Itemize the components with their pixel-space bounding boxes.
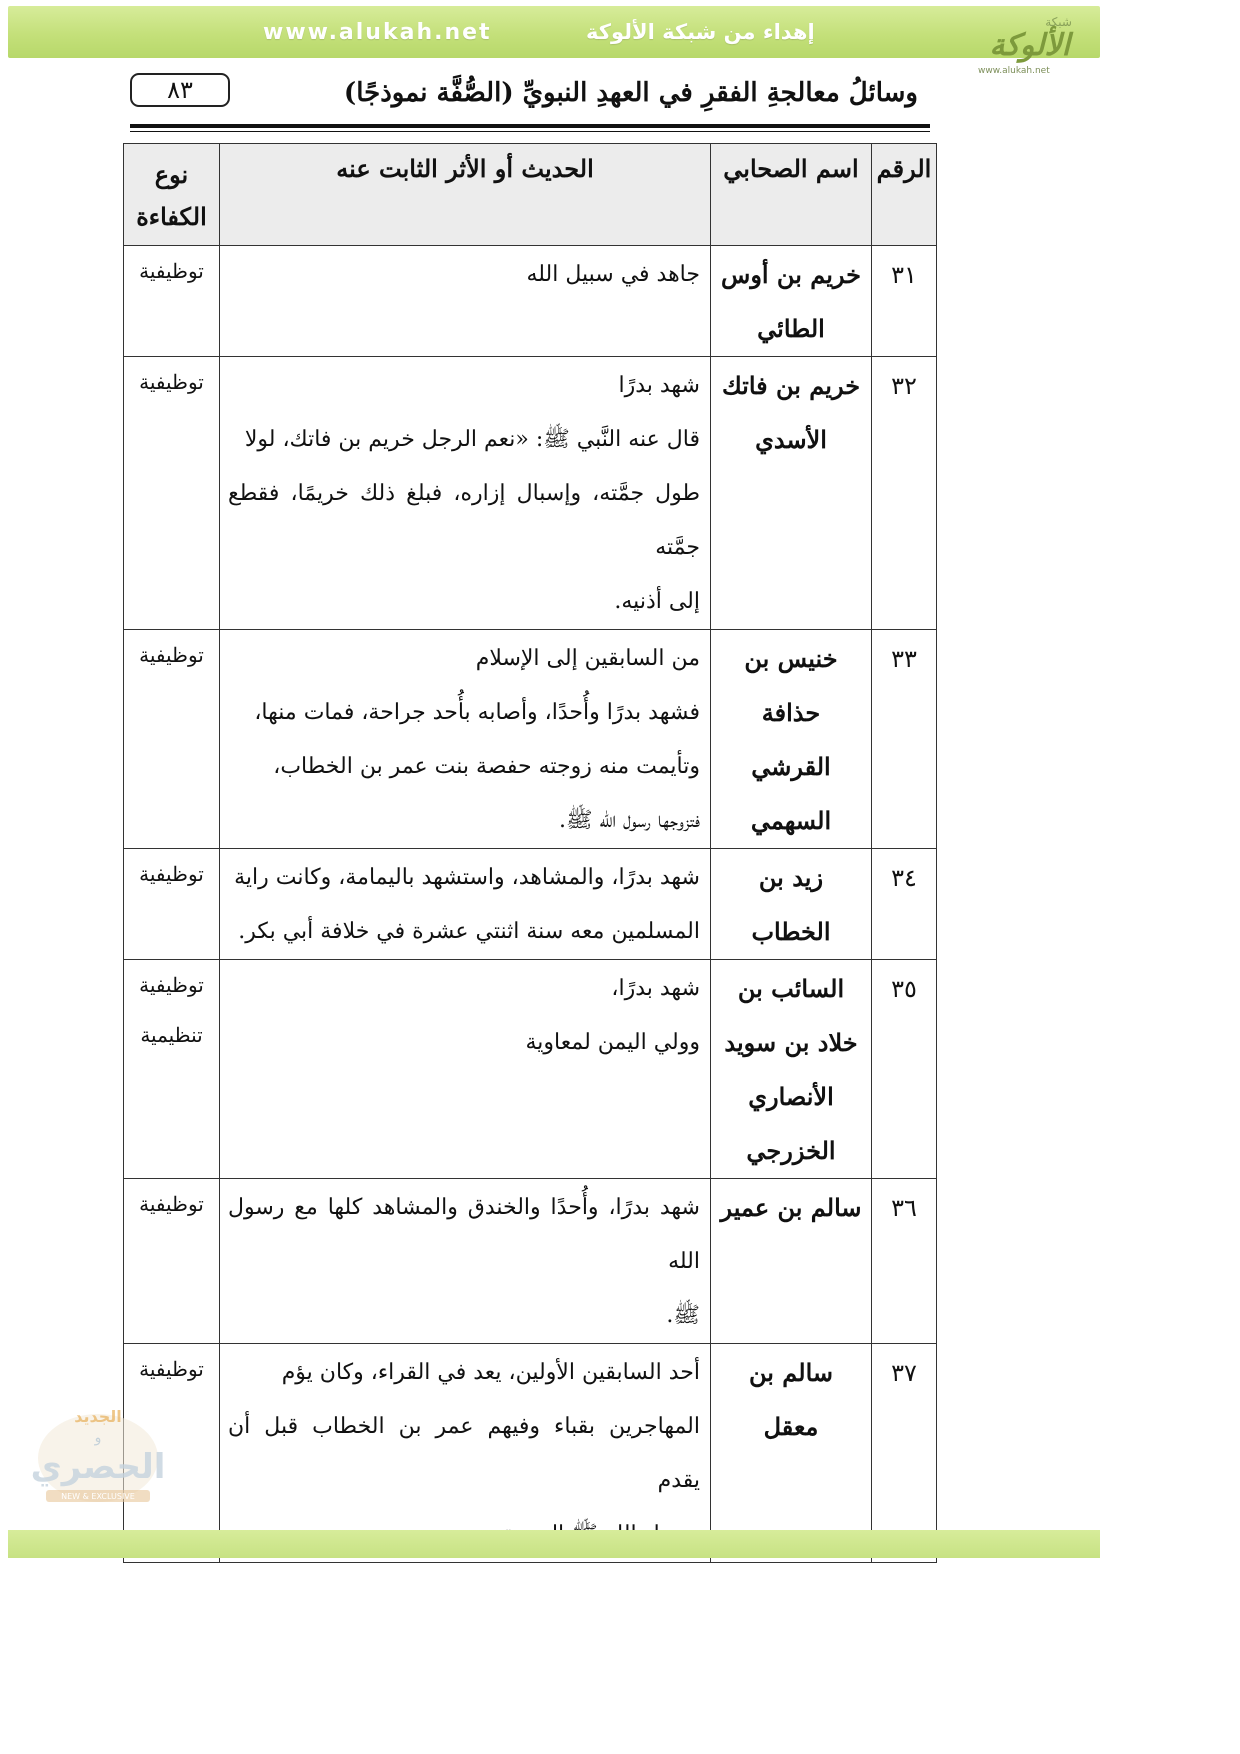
- hadith-text: [220, 960, 711, 1179]
- logo-url-text: www.alukah.net: [978, 66, 1050, 76]
- row-number: ٣٦: [872, 1179, 937, 1344]
- hadith-text-line: وولي اليمن لمعاوية: [525, 1030, 700, 1055]
- column-header-companion: اسم الصحابي: [711, 144, 872, 246]
- companion-name: [711, 960, 872, 1179]
- table-header-row: [124, 144, 937, 246]
- hadith-text: [220, 849, 711, 960]
- row-number: ٣٤: [872, 849, 937, 960]
- column-header-type-line1: نوع: [154, 160, 189, 189]
- competence-type-line: تنظيمية: [140, 1023, 203, 1047]
- competence-type: [124, 357, 220, 630]
- logo-main-text: الألوكة: [989, 28, 1070, 63]
- companion-name-line: السهمي: [750, 806, 832, 835]
- header-rule-thick: [130, 124, 930, 128]
- hadith-text-line: شهد بدرًا، والمشاهد، واستشهد باليمامة، وكانت راية: [234, 865, 700, 890]
- hadith-text-line: جاهد في سبيل الله: [526, 262, 700, 287]
- row-number: ٣٣: [872, 630, 937, 849]
- companion-name-line: خريم بن فاتك: [721, 371, 861, 400]
- hadith-text-line: من السابقين إلى الإسلام: [475, 646, 700, 671]
- column-header-number: الرقم: [872, 144, 937, 246]
- page-title: وسائلُ معالجةِ الفقرِ في العهدِ النبويِّ (الصُّفَّة نموذجًا): [343, 78, 918, 108]
- hadith-text-line: فشهد بدرًا وأُحدًا، وأصابه بأُحد جراحة، فمات منها،: [254, 700, 700, 725]
- table-row: [124, 246, 937, 357]
- companion-name: [711, 849, 872, 960]
- hadith-text: [220, 1179, 711, 1344]
- watermark-main-text: الحصري: [30, 1447, 166, 1487]
- companion-name: [711, 1179, 872, 1344]
- logo-sub-text: شبكة: [1045, 15, 1072, 29]
- companion-name-line: الأنصاري: [748, 1082, 834, 1111]
- watermark-top-text: الجديد: [74, 1407, 122, 1426]
- table-body: [124, 246, 937, 1563]
- hadith-text-line: شهد بدرًا، وأُحدًا والخندق والمشاهد كلها مع رسول الله: [228, 1195, 700, 1274]
- top-banner: [8, 6, 1100, 76]
- hadith-text-line: شهد بدرًا،: [611, 976, 700, 1001]
- hadith-text-line: المسلمين معه سنة اثنتي عشرة في خلافة أبي بكر.: [238, 919, 700, 944]
- companion-name-line: سالم بن عمير: [720, 1193, 862, 1222]
- table-row: [124, 960, 937, 1179]
- companion-name-line: الخزرجي: [746, 1136, 836, 1165]
- companion-name-line: الأسدي: [755, 425, 827, 454]
- companion-name-line: حذافة القرشي: [751, 698, 831, 781]
- companion-name: [711, 630, 872, 849]
- hadith-text-line: طول جمَّته، وإسبال إزاره، فبلغ ذلك خريمًا، فقطع جمَّته: [228, 481, 700, 560]
- hadith-text-line: أحد السابقين الأولين، يعد في القراء، وكان يؤم: [281, 1360, 700, 1385]
- row-number: ٣٢: [872, 357, 937, 630]
- page-number-box: ٨٣: [130, 73, 230, 107]
- hadith-text: [220, 630, 711, 849]
- companion-name-line: السائب بن: [737, 974, 845, 1003]
- competence-type: [124, 960, 220, 1179]
- table-row: [124, 357, 937, 630]
- companion-name-line: خلاد بن سويد: [724, 1028, 858, 1057]
- row-number: ٣٧: [872, 1344, 937, 1563]
- companion-name-line: زيد بن: [758, 863, 824, 892]
- column-header-hadith: الحديث أو الأثر الثابت عنه: [220, 144, 711, 246]
- row-number: ٣١: [872, 246, 937, 357]
- competence-type: [124, 849, 220, 960]
- new-exclusive-watermark: [28, 1400, 168, 1510]
- hadith-text-line: المهاجرين بقباء وفيهم عمر بن الخطاب قبل أن يقدم: [228, 1414, 700, 1493]
- row-number: ٣٥: [872, 960, 937, 1179]
- column-header-type: [124, 144, 220, 246]
- competence-type-line: توظيفية: [139, 973, 204, 997]
- competence-type-line: توظيفية: [139, 1192, 204, 1216]
- table-row: [124, 1179, 937, 1344]
- table-row: [124, 849, 937, 960]
- hadith-text: [220, 246, 711, 357]
- competence-type: [124, 1179, 220, 1344]
- hadith-text-line: وتأيمت منه زوجته حفصة بنت عمر بن الخطاب،: [273, 754, 700, 779]
- companion-name-line: خنيس بن: [744, 644, 838, 673]
- competence-type-line: توظيفية: [139, 1357, 204, 1381]
- competence-type-line: توظيفية: [139, 862, 204, 886]
- hadith-text-line: إلى أذنيه.: [614, 589, 700, 614]
- companion-name-line: سالم بن معقل: [748, 1358, 833, 1441]
- hadith-text-line: قال عنه النَّبي ﷺ: «نعم الرجل خريم بن فاتك، لولا: [244, 427, 700, 452]
- companion-name: [711, 357, 872, 630]
- hadith-text-line: ﷺ.: [666, 1303, 700, 1328]
- competence-type-line: توظيفية: [139, 259, 204, 283]
- companion-name-line: خريم بن أوس: [721, 260, 861, 289]
- watermark-bottom-text: NEW & EXCLUSIVE: [61, 1492, 135, 1501]
- competence-type: [124, 630, 220, 849]
- competence-type: [124, 246, 220, 357]
- footer-bar: [8, 1530, 1100, 1558]
- hadith-text-line: شهد بدرًا: [618, 373, 700, 398]
- competence-type-line: توظيفية: [139, 370, 204, 394]
- companion-name: [711, 246, 872, 357]
- hadith-text-line: فتزوجها رسول الله ﷺ.: [558, 808, 700, 833]
- banner-gift-text: إهداء من شبكة الألوكة: [586, 20, 815, 44]
- watermark-mid-text: و: [94, 1430, 102, 1446]
- alukah-logo[interactable]: [964, 10, 1094, 76]
- column-header-type-line2: الكفاءة: [136, 202, 207, 231]
- companion-name-line: الطائي: [757, 314, 825, 343]
- banner-url[interactable]: www.alukah.net: [263, 20, 492, 45]
- companions-table: [123, 143, 937, 1563]
- companion-name-line: الخطاب: [751, 917, 831, 946]
- header-rule-thin: [130, 131, 930, 132]
- hadith-text: [220, 357, 711, 630]
- table-row: [124, 630, 937, 849]
- competence-type-line: توظيفية: [139, 643, 204, 667]
